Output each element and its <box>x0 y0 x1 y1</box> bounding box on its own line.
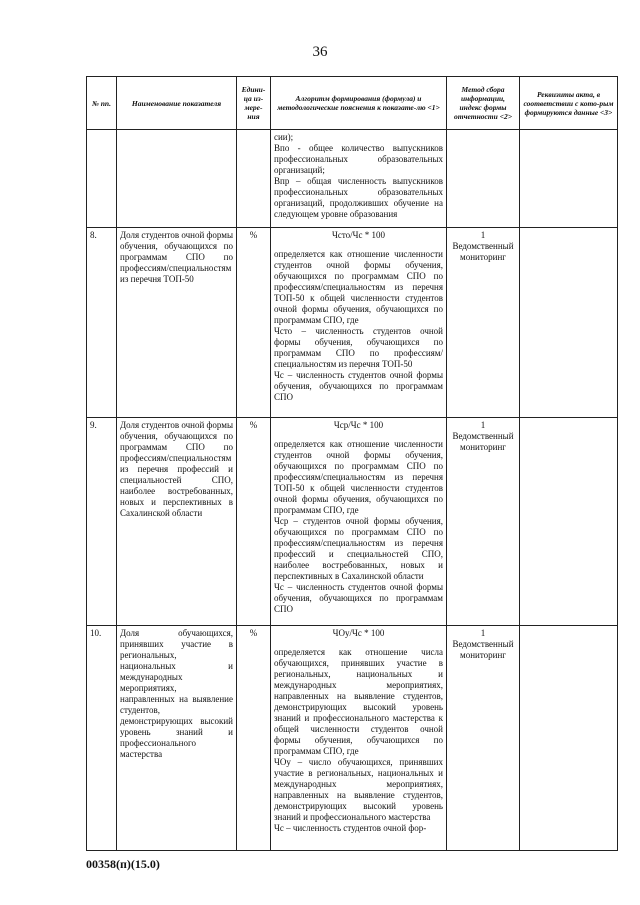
indicators-table <box>86 76 618 851</box>
indicator-unit: % <box>237 418 271 626</box>
cell-num <box>87 130 117 228</box>
algorithm-line: Чсто – численность студентов очной формы обучения, обучающихся по программам СПО по профессиям/специальностям из перечня ТОП-50 <box>274 326 443 369</box>
header-algorithm: Алгоритм формирования (формула) и методологические пояснения к показате-лю <1> <box>271 77 447 130</box>
page-number: 36 <box>312 44 328 60</box>
indicator-name: Доля студентов очной формы обучения, обучающихся по программам СПО по профессиям/специальностям из перечня профессий и специальностей СПО, наиболее востребованных, новых и перспективных в Сахалинской области <box>117 418 237 626</box>
indicator-requisites <box>520 228 618 418</box>
indicator-name: Доля студентов очной формы обучения, обучающихся по программам СПО по профессиям/специальностям из перечня ТОП-50 <box>117 228 237 418</box>
algorithm-line: Впо - общее количество выпускников профессиональных образовательных организаций; <box>274 143 443 175</box>
formula: Чср/Чс * 100 <box>333 420 384 430</box>
table-row <box>87 228 618 418</box>
indicator-algorithm <box>271 418 447 626</box>
indicator-requisites <box>520 418 618 626</box>
cell-unit <box>237 130 271 228</box>
table-row <box>87 626 618 851</box>
header-num: № пп. <box>87 77 117 130</box>
algorithm-line: Чс – численность студентов очной фор- <box>274 823 427 833</box>
indicator-algorithm <box>271 228 447 418</box>
continuation-row <box>87 130 618 228</box>
formula: ЧОу/Чс * 100 <box>332 628 385 638</box>
indicator-method: 1 Ведомственный мониторинг <box>447 626 520 851</box>
indicator-name: Доля обучающихся, принявших участие в региональных, национальных и международных мероприятиях, направленных на выявление студентов, демонстрирующих высокий уровень знаний и профессионального мастерства <box>117 626 237 851</box>
indicator-algorithm <box>271 626 447 851</box>
row-num: 10. <box>87 626 117 851</box>
cell-method <box>447 130 520 228</box>
indicator-method: 1 Ведомственный мониторинг <box>447 418 520 626</box>
table-row <box>87 418 618 626</box>
algorithm-line: определяется как отношение численности студентов очной формы обучения, обучающихся по программам СПО по профессиям/специальностям из перечня ТОП-50 к общей численности студентов очной формы обучения, обучающихся по программам СПО, где <box>274 249 443 325</box>
formula: Чсто/Чс * 100 <box>331 230 385 240</box>
algorithm-line: сии); <box>274 132 294 142</box>
indicator-unit: % <box>237 626 271 851</box>
algorithm-line: Впр – общая численность выпускников профессиональных образовательных организаций, продолживших обучение на следующем уровне образования <box>274 176 443 219</box>
table-header-row <box>87 77 618 130</box>
indicator-unit: % <box>237 228 271 418</box>
row-num: 8. <box>87 228 117 418</box>
algorithm-line: Чср – студентов очной формы обучения, обучающихся по программам СПО по профессиям/специальностям из перечня профессий и специальностей СПО, наиболее востребованных, новых и перспективных в Сахалинской области <box>274 516 443 581</box>
footer-code: 00358(п)(15.0) <box>86 857 160 871</box>
indicator-requisites <box>520 626 618 851</box>
header-unit: Едини-ца из-мере-ния <box>237 77 271 130</box>
cell-name <box>117 130 237 228</box>
header-requisites: Реквизиты акта, в соответствии с кото-рым формируются данные <3> <box>520 77 618 130</box>
header-method: Метод сбора информации, индекс формы отчетности <2> <box>447 77 520 130</box>
algorithm-line: определяется как отношение числа обучающихся, принявших участие в региональных, национальных и международных мероприятиях, направленных на выявление студентов, демонстрирующих высокий уровень знаний и профессионального мастерства к общей численности студентов очной формы обучения, обучающихся по программам СПО, где <box>274 647 443 756</box>
cell-algorithm <box>271 130 447 228</box>
algorithm-line: Чс – численность студентов очной формы обучения, обучающихся по программам СПО <box>274 582 443 614</box>
cell-requisites <box>520 130 618 228</box>
row-num: 9. <box>87 418 117 626</box>
algorithm-line: Чс – численность студентов очной формы обучения, обучающихся по программам СПО <box>274 370 443 402</box>
algorithm-line: ЧОу – число обучающихся, принявших участие в региональных, национальных и международных мероприятиях, направленных на выявление студентов, демонстрирующих высокий уровень знаний и профессионального мастерства <box>274 757 443 822</box>
header-name: Наименование показателя <box>117 77 237 130</box>
indicator-method: 1 Ведомственный мониторинг <box>447 228 520 418</box>
algorithm-line: определяется как отношение численности студентов очной формы обучения, обучающихся по программам СПО по профессиям/специальностям из перечня ТОП-50 к общей численности студентов очной формы обучения, обучающихся по программам СПО, где <box>274 439 443 515</box>
